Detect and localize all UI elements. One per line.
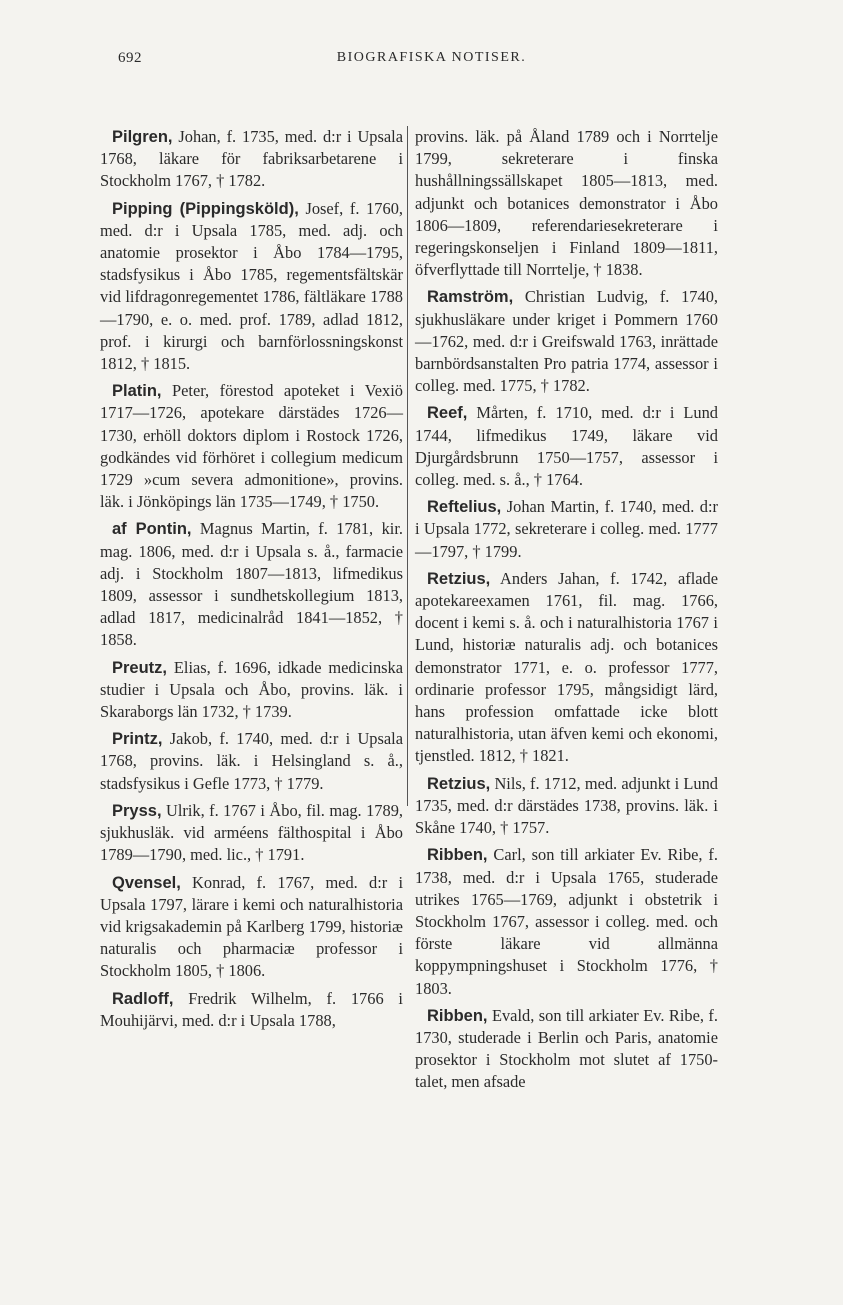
entry-name: Ramström, xyxy=(427,288,514,307)
biography-entry xyxy=(415,1005,718,1094)
entry-name: af Pontin, xyxy=(112,520,192,539)
entry-text: Anders Jahan, f. 1742, aflade apotekareexamen 1761, fil. mag. 1766, docent i kemi s. å. och i naturalhistoria 1767 i Lund, historiæ naturalis adj. och botanices demonstrator 1771, e. o. professor 1777, ordinarie professor 1795, mångsidigt lärd, hans profession omfattade icke blott naturalhistoria, utan äfven kemi och ekonomi, tjenstled. 1812, † 1821. xyxy=(415,568,718,766)
entry-name: Retzius, xyxy=(427,569,491,588)
entry-name: Radloff, xyxy=(112,989,174,1008)
biography-entry xyxy=(415,568,718,768)
entry-name: Qvensel, xyxy=(112,873,181,892)
entry-text: Peter, förestod apoteket i Vexiö 1717—1726, apotekare därstädes 1726—1730, erhöll doktors diplom i Rostock 1726, godkändes vid förhöret i collegium medicum 1729 »cum severa admonitione», provins. läk. i Jönköpings län 1735—1749, † 1750. xyxy=(100,381,403,512)
entry-name: Reef, xyxy=(427,404,468,423)
column-divider xyxy=(407,126,408,806)
biography-entry xyxy=(100,518,403,651)
biography-entry xyxy=(415,402,718,491)
entry-name: Platin, xyxy=(112,382,162,401)
entry-text: Ulrik, f. 1767 i Åbo, fil. mag. 1789, sjukhusläk. vid arméens fälthospital i Åbo 1789—1790, med. lic., † 1791. xyxy=(100,800,403,865)
entry-text: Johan Martin, f. 1740, med. d:r i Upsala 1772, sekreterare i colleg. med. 1777—1797, † 1799. xyxy=(415,497,718,561)
biography-entry xyxy=(100,800,403,867)
entry-text: Jakob, f. 1740, med. d:r i Upsala 1768, provins. läk. i Helsingland s. å., stadsfysikus i Gefle 1773, † 1779. xyxy=(100,729,403,793)
biography-entry xyxy=(415,773,718,840)
entry-text: Konrad, f. 1767, med. d:r i Upsala 1797, lärare i kemi och naturalhistoria vid krigsakademin på Karlberg 1799, historiæ naturalis och pharmaciæ professor i Stockholm 1805, † 1806. xyxy=(100,872,403,981)
biography-entry xyxy=(100,988,403,1032)
biography-entry xyxy=(100,198,403,376)
biography-entry xyxy=(415,286,718,397)
entry-text: Evald, son till arkiater Ev. Ribe, f. 1730, studerade i Berlin och Paris, anatomie prosektor i Stockholm mot slutet af 1750-talet, men afsade xyxy=(415,1005,718,1092)
entry-text: Elias, f. 1696, idkade medicinska studier i Upsala och Åbo, provins. läk. i Skaraborgs län 1732, † 1739. xyxy=(100,657,403,722)
entry-text: Josef, f. 1760, med. d:r i Upsala 1785, med. adj. och anatomie prosektor i Åbo 1784—1795, stadsfysikus i Åbo 1785, regementsfältskär vid lifdragonregementet 1786, fältläkare 1788—1790, e. o. med. prof. 1789, adlad 1812, prof. i kirurgi och barnförlossningskonst 1812, † 1815. xyxy=(100,198,403,374)
entry-name: Pryss, xyxy=(112,801,162,820)
entry-name: Ribben, xyxy=(427,1006,488,1025)
page-number: 692 xyxy=(118,50,142,66)
entry-name: Printz, xyxy=(112,730,163,749)
biography-entry xyxy=(100,872,403,983)
left-column xyxy=(100,126,403,1037)
entry-text: Fredrik Wilhelm, f. 1766 i Mouhijärvi, med. d:r i Upsala 1788, xyxy=(100,988,403,1030)
entry-text: Nils, f. 1712, med. adjunkt i Lund 1735, med. d:r därstädes 1738, provins. läk. i Skåne 1740, † 1757. xyxy=(415,773,718,838)
running-head: BIOGRAFISKA NOTISER. xyxy=(336,50,527,65)
biography-entry xyxy=(415,844,718,999)
biography-entry xyxy=(415,496,718,563)
entry-name: Retzius, xyxy=(427,774,491,793)
entry-name: Pipping (Pippingsköld), xyxy=(112,199,299,218)
entry-text: Mårten, f. 1710, med. d:r i Lund 1744, lifmedikus 1749, läkare vid Djurgårdsbrunn 1750—1757, assessor i colleg. med. s. å., † 1764. xyxy=(415,403,718,490)
entry-name: Ribben, xyxy=(427,846,488,865)
biography-entry xyxy=(100,657,403,724)
entry-name: Reftelius, xyxy=(427,498,502,517)
biography-entry xyxy=(100,728,403,795)
biography-entry xyxy=(415,126,718,281)
entry-text: Johan, f. 1735, med. d:r i Upsala 1768, läkare för fabriksarbetarene i Stockholm 1767, † 1782. xyxy=(100,127,403,191)
entry-text: Magnus Martin, f. 1781, kir. mag. 1806, med. d:r i Upsala s. å., farmacie adj. i Stockholm 1807—1813, lifmedikus 1809, assessor i sundhetskollegium 1813, adlad 1817, medicinalråd 1841—1852, † 1858. xyxy=(100,519,403,650)
entry-text: Christian Ludvig, f. 1740, sjukhusläkare under kriget i Pommern 1760—1762, med. d:r i Greifswald 1763, inrättade barnbördsanstalten Pro patria 1774, assessor i colleg. med. 1775, † 1782. xyxy=(415,287,718,396)
biography-entry xyxy=(100,126,403,193)
entry-name: Preutz, xyxy=(112,658,168,677)
entry-text: provins. läk. på Åland 1789 och i Norrtelje 1799, sekreterare i finska hushållningssällskapet 1805—1813, med. adjunkt och botanices demonstrator i Åbo 1806—1809, referendariesekreterare i regeringskonseljen i Finland 1809—1811, öfverflyttade till Norrtelje, † 1838. xyxy=(415,127,718,280)
biography-entry xyxy=(100,380,403,513)
right-column xyxy=(415,126,718,1099)
entry-name: Pilgren, xyxy=(112,128,173,146)
entry-text: Carl, son till arkiater Ev. Ribe, f. 1738, med. d:r i Upsala 1765, studerade utrikes 1765—1769, adjunkt i obstetrik i Stockholm 1767, assessor i colleg. med. och förste läkare vid allmänna koppympningshuset i Stockholm 1776, † 1803. xyxy=(415,845,718,998)
